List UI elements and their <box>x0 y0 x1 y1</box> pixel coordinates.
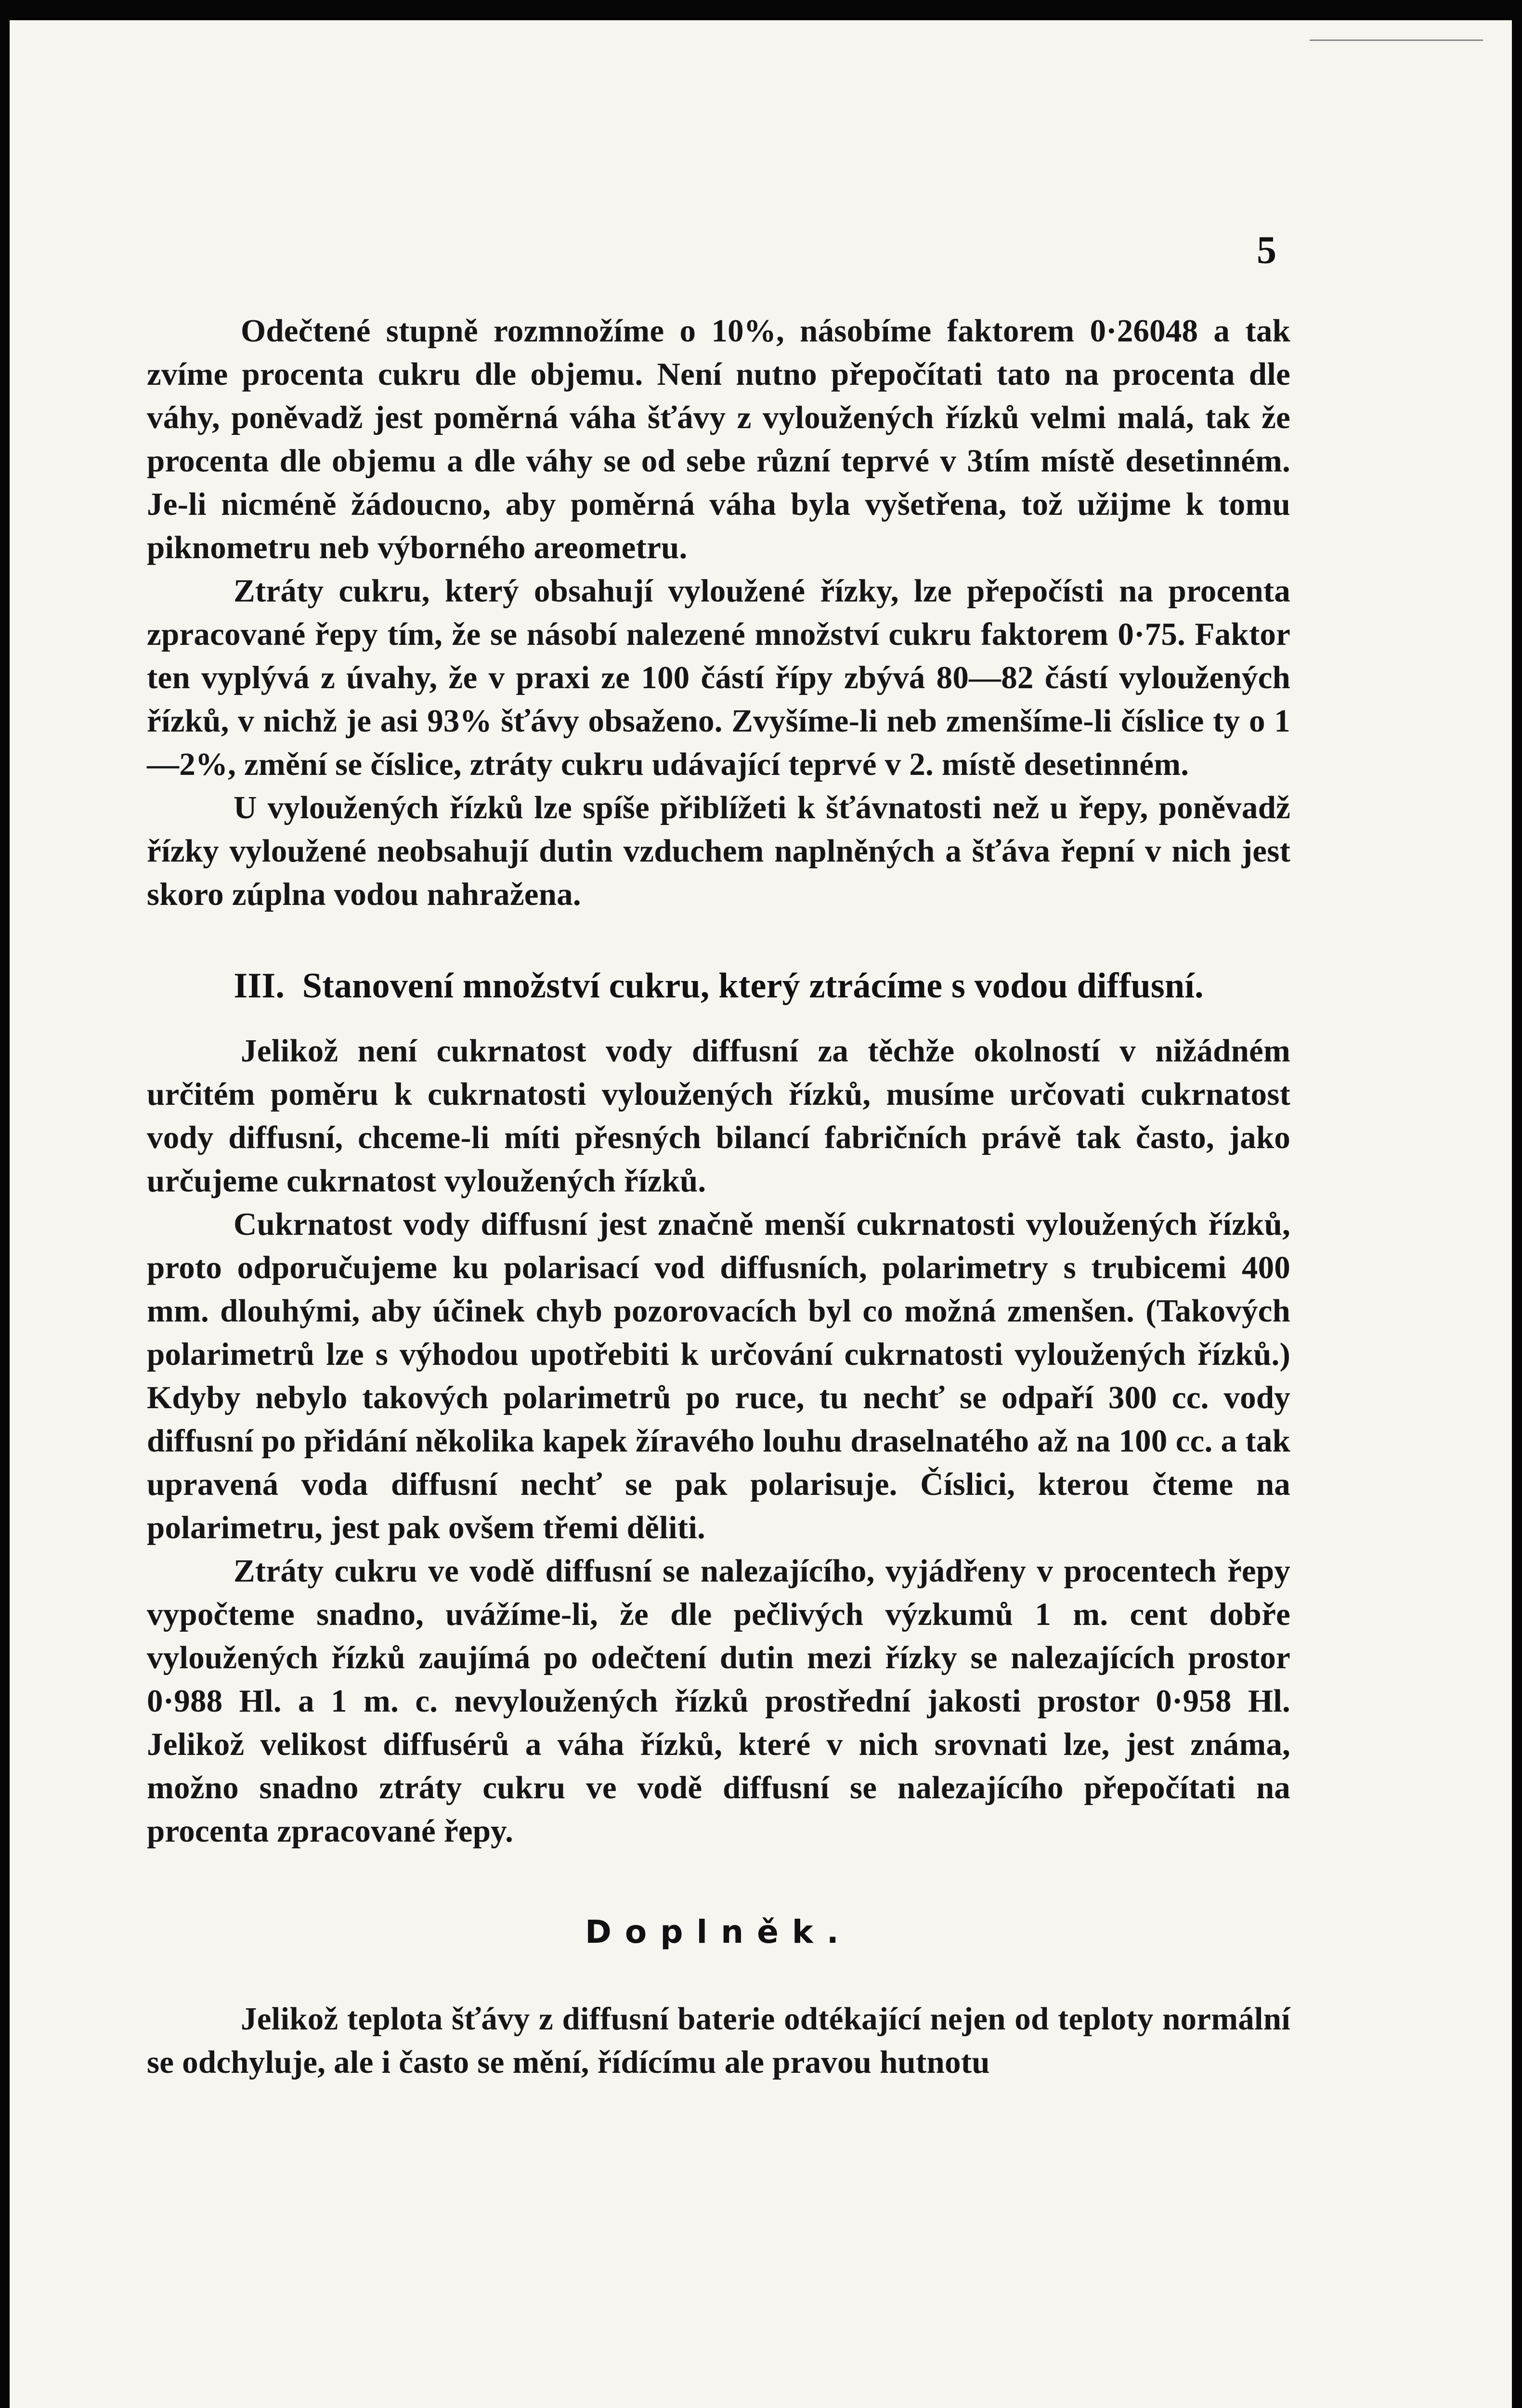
paragraph-diffusion-water-sugar: Jelikož není cukrnatost vody diffusní za těchže okolností v nižádném určitém poměru k cukrnatosti vyloužených řízků, musíme určovati cukrnatost vody diffusní, chceme-li míti přesných bilancí fabričních právě tak často, jako určujeme cukrnatost vyloužených řízků. <box>147 1033 1290 1199</box>
paragraph-degrees-multiplication: Odečtené stupně rozmnožíme o 10%, násobíme faktorem 0·26048 a tak zvíme procenta cukru dle objemu. Není nutno přepočítati tato na procenta dle váhy, poněvadž jest poměrná váha šťávy z vyloužených řízků velmi malá, tak že procenta dle objemu a dle váhy se od sebe různí teprvé v 3tím místě desetinném. Je-li nicméně žádoucno, aby poměrná váha byla vyšetřena, tož užijme k tomu piknometru neb výborného areometru. <box>147 313 1290 565</box>
section-title: Stanovení množství cukru, který ztrácíme s vodou diffusní. <box>302 966 1204 1006</box>
page-number: 5 <box>1257 228 1276 272</box>
paragraph-pulp-juice-content: U vyloužených řízků lze spíše přiblížeti k šťávnatosti než u řepy, poněvadž řízky vyloužené neobsahují dutin vzduchem naplněných a šťáva řepní v nich jest skoro zúplna vodou nahražena. <box>147 790 1290 912</box>
section-number: III. <box>234 966 285 1006</box>
paragraph-polarimeter-method: Cukrnatost vody diffusní jest značně menší cukrnatosti vyloužených řízků, proto odporučujeme ku polarisací vod diffusních, polarimetry s trubicemi 400 mm. dlouhými, aby účinek chyb pozorovacích byl co možná zmenšen. (Takových polarimetrů lze s výhodou upotřebiti k určování cukrnatosti vyloužených řízků.) Kdyby nebylo takových polarimetrů po ruce, tu nechť se odpaří 300 cc. vody diffusní po přidání několika kapek žíravého louhu draselnatého až na 100 cc. a tak upravená voda diffusní nechť se pak polarisuje. Číslici, kterou čteme na polarimetru, jest pak ovšem třemi děliti. <box>147 1206 1290 1545</box>
section-heading-iii <box>147 964 1290 1008</box>
scan-edge-mark <box>1310 20 1483 41</box>
page-content <box>147 309 1290 2084</box>
document-page <box>10 20 1512 2408</box>
supplement-heading: Doplněk. <box>585 1913 852 1950</box>
paragraph-diffusion-losses-calculation: Ztráty cukru ve vodě diffusní se nalezajícího, vyjádřeny v procentech řepy vypočteme snadno, uvážíme-li, že dle pečlivých výzkumů 1 m. cent dobře vyloužených řízků zaujímá po odečtení dutin mezi řízky se nalezajících prostor 0·988 Hl. a 1 m. c. nevyloužených řízků prostřední jakosti prostor 0·958 Hl. Jelikož velikost diffusérů a váha řízků, které v nich srovnati lze, jest známa, možno snadno ztráty cukru ve vodě diffusní se nalezajícího přepočítati na procenta zpracované řepy. <box>147 1553 1290 1849</box>
paragraph-supplement-temperature: Jelikož teplota šťávy z diffusní baterie odtékající nejen od teploty normální se odchyluje, ale i často se mění, řídícímu ale pravou hutnotu <box>147 2001 1290 2080</box>
paragraph-sugar-losses-pulp: Ztráty cukru, který obsahují vyloužené řízky, lze přepočísti na procenta zpracované řepy tím, že se násobí nalezené množství cukru faktorem 0·75. Faktor ten vyplývá z úvahy, že v praxi ze 100 částí řípy zbývá 80—82 částí vyloužených řízků, v nichž je asi 93% šťávy obsaženo. Zvyšíme-li neb zmenšíme-li číslice ty o 1—2%, změní se číslice, ztráty cukru udávající teprvé v 2. místě desetinném. <box>147 573 1290 782</box>
